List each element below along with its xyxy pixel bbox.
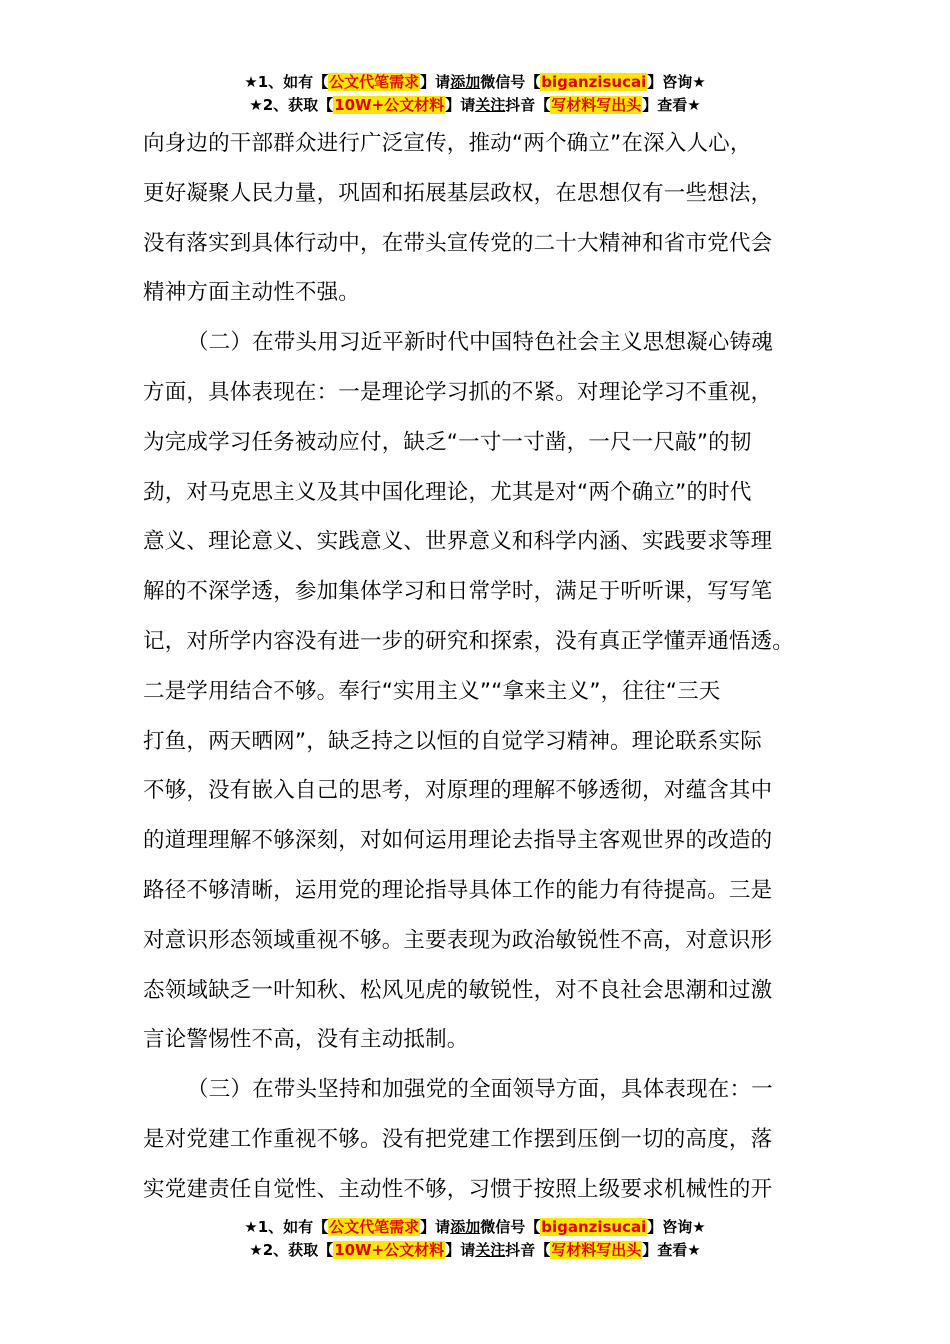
text-line: 路径不够清晰，运用党的理论指导具体工作的能力有待提高。三是 bbox=[143, 877, 773, 903]
text-line: 精神方面主动性不强。 bbox=[143, 280, 361, 306]
text-line: 方面，具体表现在：一是理论学习抓的不紧。对理论学习不重视， bbox=[143, 379, 773, 405]
text-line: 打鱼，两天晒网”，缺乏持之以恒的自觉学习精神。理论联系实际 bbox=[143, 728, 762, 754]
text-line: 言论警惕性不高，没有主动抵制。 bbox=[143, 1027, 469, 1053]
banner-text: 】咨询★ bbox=[647, 73, 706, 91]
underline-add: 添加 bbox=[450, 1218, 481, 1236]
banner-text: 】查看★ bbox=[642, 1241, 701, 1259]
text-line: 没有落实到具体行动中，在带头宣传党的二十大精神和省市党代会 bbox=[143, 230, 773, 256]
footer-banner-line-1 bbox=[0, 1216, 950, 1239]
banner-text: 】请 bbox=[445, 96, 476, 114]
text-line: （三）在带头坚持和加强党的全面领导方面，具体表现在：一 bbox=[187, 1077, 773, 1103]
underline-follow: 关注 bbox=[475, 1241, 506, 1259]
text-line: 是对党建工作重视不够。没有把党建工作摆到压倒一切的高度，落 bbox=[143, 1126, 773, 1152]
banner-text: 】请 bbox=[420, 73, 451, 91]
underline-follow: 关注 bbox=[475, 96, 506, 114]
text-line: 不够，没有嵌入自己的思考，对原理的理解不够透彻，对蕴含其中 bbox=[143, 778, 773, 804]
paragraph-section-3 bbox=[143, 1065, 813, 1214]
text-line: 态领域缺乏一叶知秋、松风见虎的敏锐性，对不良社会思潮和过激 bbox=[143, 977, 773, 1003]
header-banner bbox=[0, 71, 950, 117]
banner-text: ★2、获取【 bbox=[249, 1241, 334, 1259]
text-line: 更好凝聚人民力量，巩固和拓展基层政权，在思想仅有一些想法， bbox=[143, 180, 773, 206]
text-line: 对意识形态领域重视不够。主要表现为政治敏锐性不高，对意识形 bbox=[143, 927, 773, 953]
text-line: 意义、理论意义、实践意义、世界意义和科学内涵、实践要求等理 bbox=[143, 529, 773, 555]
text-line: 劲，对马克思主义及其中国化理论，尤其是对“两个确立”的时代 bbox=[143, 479, 752, 505]
text-line: 的道理理解不够深刻，对如何运用理论去指导主客观世界的改造的 bbox=[143, 828, 773, 854]
banner-text: ★1、如有【 bbox=[244, 1218, 329, 1236]
banner-text: 抖音【 bbox=[505, 96, 551, 114]
document-body bbox=[143, 119, 813, 1215]
highlight-douyin-account: 写材料写出头 bbox=[551, 1241, 642, 1259]
banner-text: 】请 bbox=[445, 1241, 476, 1259]
text-line: 二是学用结合不够。奉行“实用主义”“拿来主义”，往往“三天 bbox=[143, 678, 721, 704]
header-banner-line-2 bbox=[0, 94, 950, 117]
footer-banner bbox=[0, 1216, 950, 1262]
highlight-service: 公文代笔需求 bbox=[329, 73, 420, 91]
header-banner-line-1 bbox=[0, 71, 950, 94]
text-line: （二）在带头用习近平新时代中国特色社会主义思想凝心铸魂 bbox=[187, 330, 773, 356]
text-line: 实党建责任自觉性、主动性不够，习惯于按照上级要求机械性的开 bbox=[143, 1176, 773, 1202]
paragraph-section-2 bbox=[143, 318, 813, 1065]
footer-banner-line-2 bbox=[0, 1239, 950, 1262]
text-line: 为完成学习任务被动应付，缺乏“一寸一寸凿，一尺一尺敲”的韧 bbox=[143, 429, 752, 455]
highlight-douyin-account: 写材料写出头 bbox=[551, 96, 642, 114]
banner-text: 抖音【 bbox=[505, 1241, 551, 1259]
text-line: 向身边的干部群众进行广泛宣传，推动“两个确立”在深入人心， bbox=[143, 131, 752, 156]
paragraph-continuation bbox=[143, 119, 813, 318]
highlight-materials: 10W+公文材料 bbox=[334, 96, 445, 114]
banner-text: 】查看★ bbox=[642, 96, 701, 114]
text-line: 记，对所学内容没有进一步的研究和探索，没有真正学懂弄通悟透。 bbox=[143, 628, 795, 654]
highlight-materials: 10W+公文材料 bbox=[334, 1241, 445, 1259]
highlight-service: 公文代笔需求 bbox=[329, 1218, 420, 1236]
banner-text: 微信号【 bbox=[480, 1218, 541, 1236]
banner-text: 】咨询★ bbox=[647, 1218, 706, 1236]
banner-text: ★1、如有【 bbox=[244, 73, 329, 91]
highlight-wechat-id: biganzisucai bbox=[541, 1218, 647, 1236]
underline-add: 添加 bbox=[450, 73, 481, 91]
banner-text: ★2、获取【 bbox=[249, 96, 334, 114]
highlight-wechat-id: biganzisucai bbox=[541, 73, 647, 91]
banner-text: 】请 bbox=[420, 1218, 451, 1236]
banner-text: 微信号【 bbox=[480, 73, 541, 91]
text-line: 解的不深学透，参加集体学习和日常学时，满足于听听课，写写笔 bbox=[143, 579, 773, 605]
